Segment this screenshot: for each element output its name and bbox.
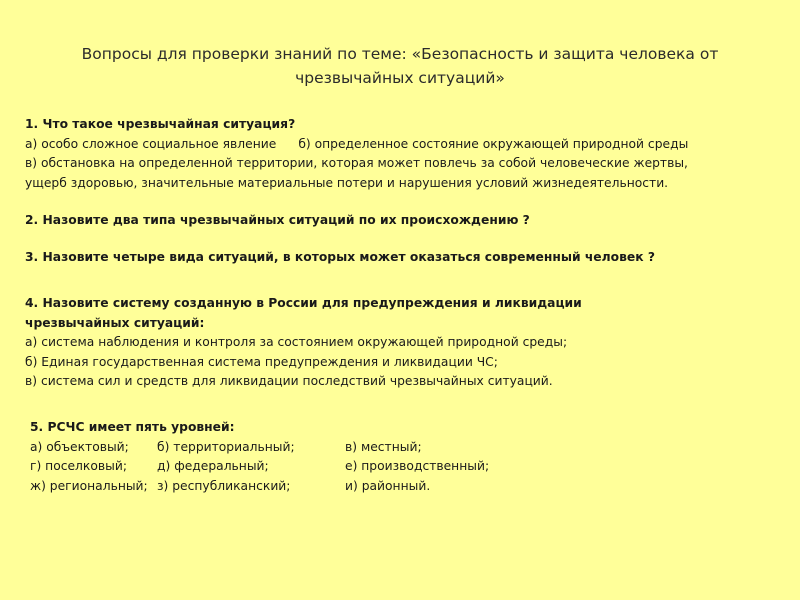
answer-1a: а) особо сложное социальное явление xyxy=(25,136,277,151)
question-1-options-ab xyxy=(25,135,688,155)
question-2: 2. Назовите два типа чрезвычайных ситуаций по их происхождению ? xyxy=(25,213,530,227)
answer-4c: в) система сил и средств для ликвидации последствий чрезвычайных ситуаций. xyxy=(25,374,553,388)
answer-1c-line-2: ущерб здоровью, значительные материальные потери и нарушения условий жизнедеятельности. xyxy=(25,175,669,190)
question-4-line-1: 4. Назовите систему созданную в России для предупреждения и ликвидации xyxy=(25,296,582,310)
question-3: 3. Назовите четыре вида ситуаций, в которых может оказаться современный человек ? xyxy=(25,250,655,264)
answer-4b: б) Единая государственная система предупреждения и ликвидации ЧС; xyxy=(25,354,498,369)
levels-row-1 xyxy=(30,438,489,458)
question-3-block xyxy=(25,248,655,268)
level-item: е) производственный; xyxy=(345,459,490,473)
question-5: 5. РСЧС имеет пять уровней: xyxy=(30,420,235,434)
slide-title xyxy=(40,42,760,90)
levels-row-3 xyxy=(30,477,489,497)
answer-1c-line-1: в) обстановка на определенной территории, которая может повлечь за собой человеческие жертвы, xyxy=(25,156,688,170)
question-1-block xyxy=(25,115,688,193)
question-4-block xyxy=(25,294,582,392)
levels-row-2 xyxy=(30,457,489,477)
level-item: д) федеральный; xyxy=(157,459,269,473)
level-item: ж) региональный; xyxy=(30,478,148,493)
answer-4a: а) система наблюдения и контроля за состоянием окружающей природной среды; xyxy=(25,335,568,349)
question-4-line-2: чрезвычайных ситуаций: xyxy=(25,315,205,330)
level-item: а) объектовый; xyxy=(30,439,129,454)
level-item: г) поселковый; xyxy=(30,459,127,473)
level-item: и) районный. xyxy=(345,478,431,493)
level-item: з) республиканский; xyxy=(157,478,291,493)
level-item: б) территориальный; xyxy=(157,439,295,454)
question-1: 1. Что такое чрезвычайная ситуация? xyxy=(25,117,296,131)
title-line-2: чрезвычайных ситуаций» xyxy=(295,69,505,87)
level-item: в) местный; xyxy=(345,439,422,454)
answer-1b: б) определенное состояние окружающей природной среды xyxy=(298,136,689,151)
question-5-block xyxy=(30,418,489,496)
title-line-1: Вопросы для проверки знаний по теме: «Безопасность и защита человека от xyxy=(81,45,719,63)
question-2-block xyxy=(25,211,530,231)
